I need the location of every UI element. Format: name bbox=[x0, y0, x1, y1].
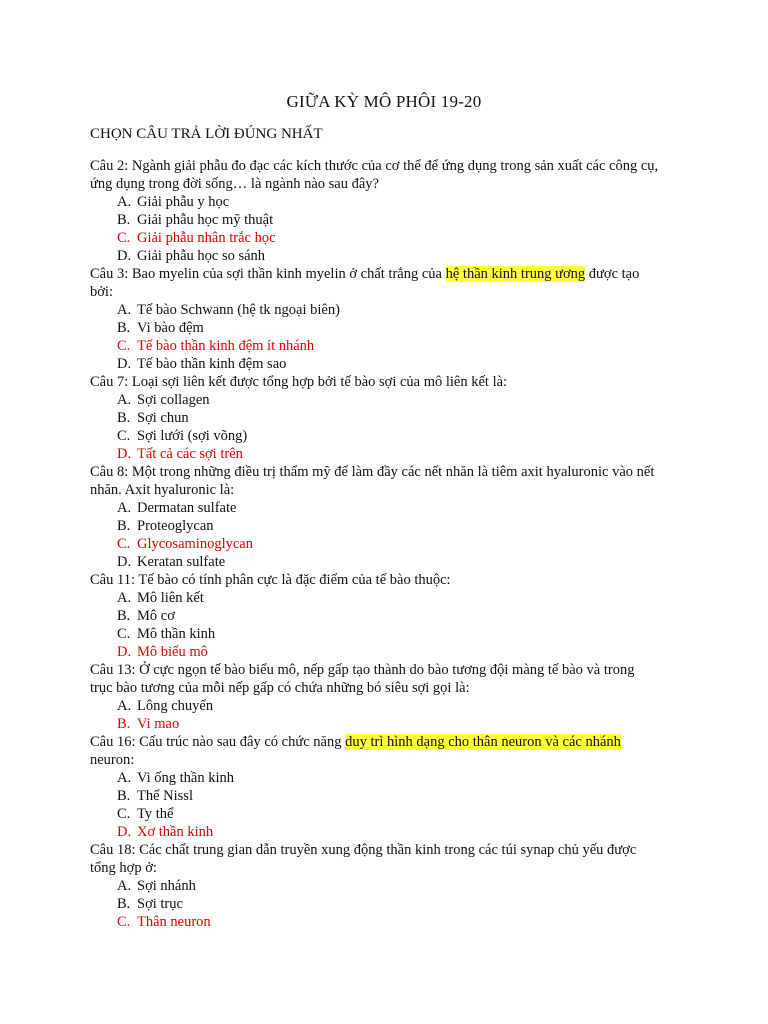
answer-option bbox=[117, 877, 635, 895]
answer-option bbox=[117, 769, 635, 787]
option-text: Sợi lưới (sợi võng) bbox=[137, 428, 248, 444]
option-text: Tế bào thần kinh đệm ít nhánh bbox=[137, 338, 315, 354]
question-block bbox=[90, 265, 660, 373]
answer-option bbox=[117, 355, 635, 373]
question-list bbox=[90, 157, 660, 931]
answer-options bbox=[90, 877, 635, 931]
document-title: GIỮA KỲ MÔ PHÔI 19-20 bbox=[286, 92, 482, 111]
highlighted-phrase: duy trì hình dạng cho thân neuron và các nhánh bbox=[345, 734, 621, 750]
option-letter: A. bbox=[117, 392, 132, 408]
question-block bbox=[90, 571, 660, 661]
answer-option bbox=[117, 427, 635, 445]
option-text: Vi mao bbox=[137, 716, 180, 732]
question-block bbox=[90, 733, 660, 841]
question-stem-end: được tạo bởi: bbox=[90, 266, 640, 300]
option-text: Tế bào Schwann (hệ tk ngoại biên) bbox=[137, 302, 340, 318]
answer-options bbox=[90, 301, 635, 373]
question-stem-end: neuron: bbox=[90, 752, 135, 768]
answer-options bbox=[90, 193, 635, 265]
answer-options bbox=[90, 697, 635, 733]
option-text: Thân neuron bbox=[137, 914, 211, 930]
option-letter: B. bbox=[117, 320, 131, 336]
question-block bbox=[90, 841, 660, 931]
option-letter: C. bbox=[117, 428, 131, 444]
option-letter: C. bbox=[117, 230, 131, 246]
option-letter: D. bbox=[117, 644, 132, 660]
answer-option bbox=[117, 517, 635, 535]
option-letter: C. bbox=[117, 914, 131, 930]
answer-option bbox=[117, 301, 635, 319]
answer-option bbox=[117, 643, 635, 661]
option-letter: B. bbox=[117, 518, 131, 534]
option-text: Giải phẫu học so sánh bbox=[137, 248, 266, 264]
question-text bbox=[90, 265, 660, 301]
question-block bbox=[90, 463, 660, 571]
answer-option bbox=[117, 589, 635, 607]
answer-options bbox=[90, 391, 635, 463]
option-letter: C. bbox=[117, 626, 131, 642]
question-stem: Câu 7: Loại sợi liên kết được tổng hợp bởi tế bào sợi của mô liên kết là: bbox=[90, 374, 508, 390]
question-block bbox=[90, 157, 660, 265]
option-text: Vi ống thần kinh bbox=[137, 770, 234, 786]
option-letter: B. bbox=[117, 608, 131, 624]
question-block bbox=[90, 661, 660, 733]
question-text bbox=[90, 373, 660, 391]
answer-option bbox=[117, 787, 635, 805]
option-text: Vi bào đệm bbox=[137, 320, 204, 336]
question-stem: Câu 3: Bao myelin của sợi thần kinh myelin ở chất trắng của bbox=[90, 266, 446, 282]
option-text: Sợi collagen bbox=[137, 392, 210, 408]
option-letter: B. bbox=[117, 788, 131, 804]
answer-option bbox=[117, 697, 635, 715]
option-letter: C. bbox=[117, 806, 131, 822]
question-text bbox=[90, 733, 660, 769]
highlighted-phrase: hệ thần kinh trung ương bbox=[445, 266, 586, 282]
question-stem: Câu 18: Các chất trung gian dẫn truyền xung động thần kinh trong các túi synap chủ yếu được tổng hợp ở: bbox=[90, 842, 637, 876]
document-subtitle: CHỌN CÂU TRẢ LỜI ĐÚNG NHẤT bbox=[90, 126, 323, 142]
option-text: Mô liên kết bbox=[137, 590, 204, 606]
option-text: Proteoglycan bbox=[137, 518, 214, 534]
option-text: Sợi chun bbox=[137, 410, 189, 426]
question-text bbox=[90, 841, 660, 877]
option-letter: D. bbox=[117, 356, 132, 372]
option-letter: B. bbox=[117, 896, 131, 912]
question-text bbox=[90, 571, 660, 589]
question-text bbox=[90, 661, 660, 697]
answer-option bbox=[117, 535, 635, 553]
answer-option bbox=[117, 319, 635, 337]
option-letter: C. bbox=[117, 536, 131, 552]
answer-option bbox=[117, 607, 635, 625]
option-text: Giải phẫu y học bbox=[137, 194, 230, 210]
question-block bbox=[90, 373, 660, 463]
answer-option bbox=[117, 337, 635, 355]
option-text: Tế bào thần kinh đệm sao bbox=[137, 356, 287, 372]
option-text: Mô biểu mô bbox=[137, 644, 208, 660]
option-text: Giải phẫu nhân trắc học bbox=[137, 230, 276, 246]
option-text: Lông chuyển bbox=[137, 698, 214, 714]
question-stem: Câu 11: Tế bào có tính phân cực là đặc điểm của tế bào thuộc: bbox=[90, 572, 451, 588]
option-letter: A. bbox=[117, 590, 132, 606]
question-stem: Câu 2: Ngành giải phẫu đo đạc các kích thước của cơ thể để ứng dụng trong sản xuất các công cụ, ứng dụng trong đời sống… là ngành nào sau đây? bbox=[90, 158, 659, 192]
option-text: Mô cơ bbox=[137, 608, 175, 624]
answer-option bbox=[117, 499, 635, 517]
option-letter: B. bbox=[117, 716, 131, 732]
answer-options bbox=[90, 769, 635, 841]
answer-option bbox=[117, 625, 635, 643]
option-letter: D. bbox=[117, 248, 132, 264]
option-text: Mô thần kinh bbox=[137, 626, 216, 642]
option-text: Ty thể bbox=[137, 806, 174, 822]
answer-option bbox=[117, 445, 635, 463]
option-text: Tất cả các sợi trên bbox=[137, 446, 243, 462]
option-letter: D. bbox=[117, 554, 132, 570]
option-letter: A. bbox=[117, 698, 132, 714]
question-text bbox=[90, 463, 660, 499]
answer-option bbox=[117, 409, 635, 427]
answer-option bbox=[117, 229, 635, 247]
option-text: Glycosaminoglycan bbox=[137, 536, 253, 552]
question-stem: Câu 8: Một trong những điều trị thẩm mỹ để làm đầy các nết nhăn là tiêm axit hyaluronic vào nết nhăn. Axit hyaluronic là: bbox=[90, 464, 655, 498]
answer-option bbox=[117, 805, 635, 823]
option-letter: D. bbox=[117, 824, 132, 840]
option-letter: A. bbox=[117, 770, 132, 786]
question-stem: Câu 16: Cấu trúc nào sau đây có chức năng bbox=[90, 734, 346, 750]
option-letter: A. bbox=[117, 302, 132, 318]
answer-option bbox=[117, 247, 635, 265]
option-text: Keratan sulfate bbox=[137, 554, 226, 570]
option-text: Sợi trục bbox=[137, 896, 183, 912]
option-letter: A. bbox=[117, 878, 132, 894]
answer-options bbox=[90, 589, 635, 661]
answer-option bbox=[117, 823, 635, 841]
answer-option bbox=[117, 715, 635, 733]
option-text: Xơ thần kinh bbox=[137, 824, 214, 840]
answer-options bbox=[90, 499, 635, 571]
option-text: Giải phẫu học mỹ thuật bbox=[137, 212, 274, 228]
option-letter: B. bbox=[117, 212, 131, 228]
option-text: Dermatan sulfate bbox=[137, 500, 237, 516]
option-letter: C. bbox=[117, 338, 131, 354]
answer-option bbox=[117, 913, 635, 931]
answer-option bbox=[117, 553, 635, 571]
option-letter: D. bbox=[117, 446, 132, 462]
option-letter: A. bbox=[117, 500, 132, 516]
answer-option bbox=[117, 391, 635, 409]
option-letter: B. bbox=[117, 410, 131, 426]
option-text: Sợi nhánh bbox=[137, 878, 196, 894]
question-text bbox=[90, 157, 660, 193]
question-stem: Câu 13: Ở cực ngọn tế bào biểu mô, nếp gấp tạo thành do bào tương đội màng tế bào và trong trục bào tương của mỗi nếp gấp có chứa những bó siêu sợi gọi là: bbox=[90, 662, 635, 696]
option-text: Thể Nissl bbox=[137, 788, 193, 804]
answer-option bbox=[117, 193, 635, 211]
answer-option bbox=[117, 211, 635, 229]
answer-option bbox=[117, 895, 635, 913]
option-letter: A. bbox=[117, 194, 132, 210]
